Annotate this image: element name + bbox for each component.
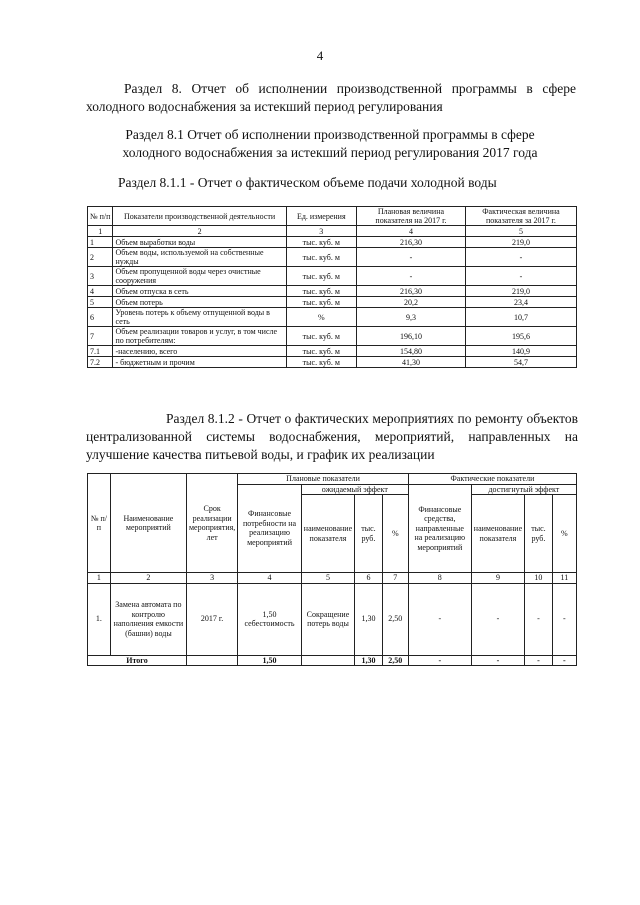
row-achieved-effect-name: - [471, 583, 524, 655]
col-number: 2 [113, 226, 286, 237]
header-fact-finance: Финансовые средства, направленные на реализацию мероприятий [408, 484, 471, 573]
row-plan: 9,3 [356, 308, 465, 327]
header-num: № п/ п [88, 474, 111, 573]
col-number: 5 [465, 226, 576, 237]
row-fact: - [465, 248, 576, 267]
row-plan: 216,30 [356, 286, 465, 297]
row-num: 6 [88, 308, 113, 327]
col-number: 4 [356, 226, 465, 237]
col-number: 6 [355, 573, 383, 584]
row-unit: тыс. куб. м [286, 237, 356, 248]
table-header-row [88, 207, 577, 226]
row-unit: тыс. куб. м [286, 297, 356, 308]
row-fact: 10,7 [465, 308, 576, 327]
col-number: 9 [471, 573, 524, 584]
row-fact: 140,9 [465, 346, 576, 357]
row-fact: 54,7 [465, 357, 576, 368]
header-plan-finance: Финансовые потребности на реализацию мероприятий [238, 484, 302, 573]
table-row [88, 237, 577, 248]
table-row [88, 308, 577, 327]
row-expected-thous-rub: 1,30 [355, 583, 383, 655]
row-plan: - [356, 267, 465, 286]
row-fact-finance: - [408, 583, 471, 655]
row-indicator: -населению, всего [113, 346, 286, 357]
header-expected-effect: ожидаемый эффект [301, 484, 408, 495]
row-plan: - [356, 248, 465, 267]
col-number: 5 [301, 573, 354, 584]
header-indicator: Показатели производственной деятельности [113, 207, 286, 226]
section-8-1-title [80, 126, 580, 162]
row-unit: тыс. куб. м [286, 286, 356, 297]
section-8-1-title-line1: Раздел 8.1 Отчет об исполнении производственной программы в сфере [125, 127, 535, 142]
row-num: 3 [88, 267, 113, 286]
table-row [88, 267, 577, 286]
row-num: 1 [88, 237, 113, 248]
total-achieved-percent: - [552, 655, 576, 666]
row-indicator: Объем отпуска в сеть [113, 286, 286, 297]
section-8-title: Раздел 8. Отчет об исполнении производственной программы в сфере холодного водоснабжения за истекший период регулирования [86, 81, 576, 114]
row-indicator: Объем реализации товаров и услуг, в том числе по потребителям: [113, 327, 286, 346]
total-achieved-thous-rub: - [525, 655, 553, 666]
total-expected-thous-rub: 1,30 [355, 655, 383, 666]
col-number: 4 [238, 573, 302, 584]
table-row [88, 357, 577, 368]
header-unit: Ед. измерения [286, 207, 356, 226]
col-number: 3 [186, 573, 237, 584]
row-indicator: Уровень потерь к объему отпущенной воды в сеть [113, 308, 286, 327]
repair-measures-table [87, 473, 577, 666]
row-plan: 216,30 [356, 237, 465, 248]
total-label: Итого [88, 655, 187, 666]
table-row [88, 286, 577, 297]
row-unit: тыс. куб. м [286, 327, 356, 346]
table-row [88, 297, 577, 308]
row-expected-percent: 2,50 [382, 583, 408, 655]
row-unit: тыс. куб. м [286, 248, 356, 267]
col-number: 1 [88, 226, 113, 237]
table-row [88, 346, 577, 357]
header-effect-name: наименование показателя [301, 495, 354, 573]
total-achieved-effect-name: - [471, 655, 524, 666]
row-achieved-percent: - [552, 583, 576, 655]
header-term: Срок реализации мероприятия, лет [186, 474, 237, 573]
header-fact: Фактическая величина показателя за 2017 г. [465, 207, 576, 226]
col-number: 1 [88, 573, 111, 584]
header-num: № п/п [88, 207, 113, 226]
header-percent: % [382, 495, 408, 573]
header-fact: Фактические показатели [408, 474, 576, 485]
row-num: 7.1 [88, 346, 113, 357]
section-8-1-1-title: Раздел 8.1.1 - Отчет о фактическом объеме подачи холодной воды [118, 175, 497, 190]
row-achieved-thous-rub: - [525, 583, 553, 655]
header-percent: % [552, 495, 576, 573]
row-num: 1. [88, 583, 111, 655]
total-term [186, 655, 237, 666]
header-measure-name: Наименование мероприятий [110, 474, 186, 573]
row-plan: 20,2 [356, 297, 465, 308]
column-number-row [88, 226, 577, 237]
row-indicator: - бюджетным и прочим [113, 357, 286, 368]
row-unit: тыс. куб. м [286, 267, 356, 286]
col-number: 10 [525, 573, 553, 584]
section-8-1-2-title: Раздел 8.1.2 - Отчет о фактических мероприятиях по ремонту объектов централизованной системы водоснабжения, мероприятий, направленных на улучшение качества питьевой воды, и график их реализации [86, 411, 578, 462]
row-num: 4 [88, 286, 113, 297]
row-expected-effect-name: Сокращение потерь воды [301, 583, 354, 655]
row-fact: 195,6 [465, 327, 576, 346]
row-num: 2 [88, 248, 113, 267]
row-indicator: Объем пропущенной воды через очистные сооружения [113, 267, 286, 286]
header-achieved-effect: достигнутый эффект [471, 484, 576, 495]
col-number: 2 [110, 573, 186, 584]
water-volume-table [87, 206, 577, 368]
section-8-1-title-line2: холодного водоснабжения за истекший период регулирования 2017 года [122, 145, 538, 160]
col-number: 11 [552, 573, 576, 584]
row-indicator: Объем воды, используемой на собственные нужды [113, 248, 286, 267]
header-thous-rub: тыс. руб. [355, 495, 383, 573]
col-number: 8 [408, 573, 471, 584]
table-header-row [88, 474, 577, 485]
row-indicator: Объем выработки воды [113, 237, 286, 248]
row-plan-finance: 1,50 себестоимость [238, 583, 302, 655]
row-num: 7.2 [88, 357, 113, 368]
header-plan: Плановые показатели [238, 474, 409, 485]
table-row [88, 327, 577, 346]
column-number-row [88, 573, 577, 584]
row-plan: 196,10 [356, 327, 465, 346]
row-fact: - [465, 267, 576, 286]
header-plan: Плановая величина показателя на 2017 г. [356, 207, 465, 226]
table-row [88, 248, 577, 267]
page-number: 4 [316, 48, 324, 63]
row-num: 7 [88, 327, 113, 346]
row-plan: 154,80 [356, 346, 465, 357]
row-unit: % [286, 308, 356, 327]
table-row [88, 583, 577, 655]
col-number: 7 [382, 573, 408, 584]
total-fact-finance: - [408, 655, 471, 666]
total-expected-percent: 2,50 [382, 655, 408, 666]
total-expected-effect-name [301, 655, 354, 666]
header-effect-name: наименование показателя [471, 495, 524, 573]
header-thous-rub: тыс. руб. [525, 495, 553, 573]
row-term: 2017 г. [186, 583, 237, 655]
col-number: 3 [286, 226, 356, 237]
row-plan: 41,30 [356, 357, 465, 368]
row-fact: 219,0 [465, 237, 576, 248]
total-plan-finance: 1,50 [238, 655, 302, 666]
row-fact: 23,4 [465, 297, 576, 308]
row-num: 5 [88, 297, 113, 308]
row-unit: тыс. куб. м [286, 346, 356, 357]
row-unit: тыс. куб. м [286, 357, 356, 368]
row-fact: 219,0 [465, 286, 576, 297]
total-row [88, 655, 577, 666]
row-indicator: Объем потерь [113, 297, 286, 308]
row-measure-name: Замена автомата по контролю наполнения емкости (башни) воды [110, 583, 186, 655]
